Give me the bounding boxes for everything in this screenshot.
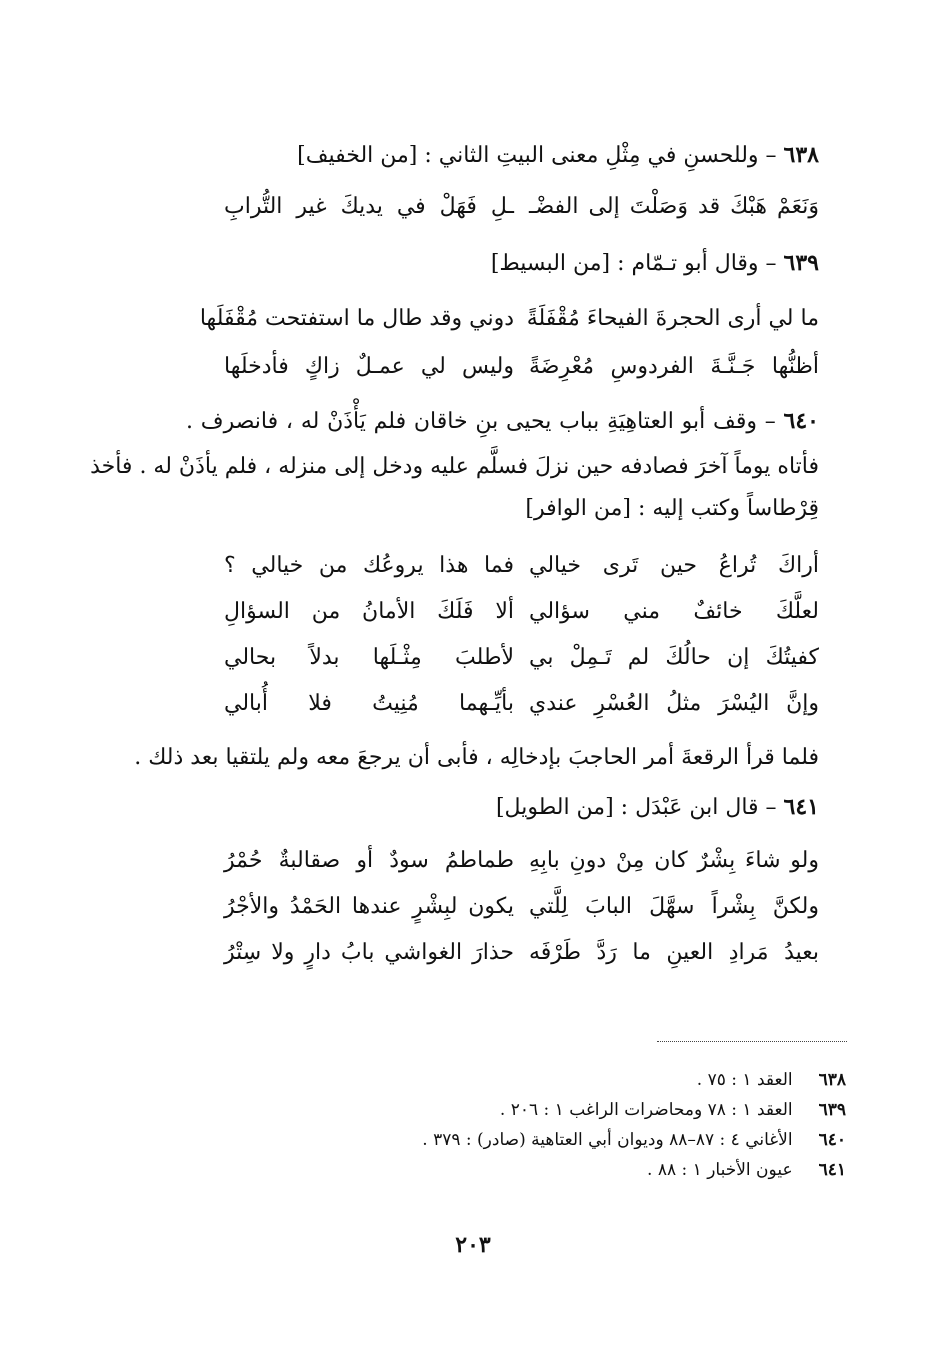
hemistich-first: وإنَّ اليُسْرَ مثلُ العُسْرِ عندي [529, 691, 819, 716]
entry-639-heading [186, 248, 819, 279]
entry-640-prose-2 [90, 452, 819, 482]
verse-640-4 [224, 687, 819, 721]
hemistich-second: ألا فَلَكَ الأمانُ من السؤالِ [224, 599, 514, 624]
verse-640-1 [224, 549, 819, 583]
footnote-641 [370, 1158, 846, 1182]
footnote-text: العقد ١ : ٧٨ ومحاضرات الراغب ١ : ٢٠٦ . [499, 1100, 793, 1120]
hemistich-second: طماطمُ سودٌ أو صقالبةٌ حُمْرُ [224, 848, 514, 873]
hemistich-second: ـلِ فَهَلْ في يديكَ غير التُّرابِ [224, 194, 514, 219]
footnote-number: ٦٣٩ [818, 1100, 846, 1120]
entry-intro: – وللحسنِ في مِثْلِ معنى البيتِ الثاني : [من الخفيف] [297, 143, 777, 168]
page-number: ٢٠٣ [455, 1232, 491, 1258]
entry-number: ٦٣٨ [783, 142, 819, 168]
footnote-number: ٦٣٨ [818, 1070, 846, 1090]
verse-640-2 [224, 595, 819, 629]
entry-number: ٦٣٩ [783, 250, 819, 276]
hemistich-first: ما لي أرى الحجرةَ الفيحاءَ مُقْفَلَةً [526, 306, 819, 331]
prose-line: قِرْطاساً وكتب إليه : [من الوافر] [525, 496, 819, 521]
entry-640-prose-1 [186, 406, 819, 437]
prose-line: فلما قرأ الرقعةَ أمر الحاجبَ بإدخالِه ، فأبى أن يرجعَ معه ولم يلتقيا بعد ذلك . [134, 745, 819, 770]
footnote-638 [370, 1068, 846, 1092]
footnote-number: ٦٤١ [818, 1160, 846, 1180]
verse-641-1 [224, 844, 819, 878]
entry-intro: – قال ابن عَبْدَل : [من الطويل] [495, 795, 777, 820]
hemistich-first: لعلَّكَ خائفٌ مني سؤالي [529, 599, 819, 624]
footnote-text: الأغاني ٤ : ٨٧–٨٨ وديوان أبي العتاهية (صادر) : ٣٧٩ . [422, 1130, 793, 1150]
footnote-text: عيون الأخبار ١ : ٨٨ . [647, 1160, 793, 1180]
entry-640-prose-3 [186, 494, 819, 524]
entry-638-heading [186, 140, 819, 171]
hemistich-first: أظنُّها جَـنَّـةَ الفردوسِ مُعْرِضَةً [529, 354, 819, 379]
hemistich-first: وَنَعَمْ هَبْكَ قد وَصَلْتَ إلى الفضْـ [529, 194, 819, 219]
verse-639-1 [199, 302, 819, 336]
hemistich-second: بأيِّـهما مُنِيتُ فلا أُبالي [224, 691, 514, 716]
footnote-text: العقد ١ : ٧٥ . [696, 1070, 793, 1090]
hemistich-first: بعيدُ مَرادِ العينِ ما رَدَّ طَرْفَه [529, 940, 819, 965]
hemistich-first: كفيتُكَ إن حالُكَ لم تَـمِلْ بي [529, 645, 819, 670]
footnote-divider [657, 1041, 847, 1042]
footnote-640 [370, 1128, 846, 1152]
entry-number: ٦٤٠ [783, 408, 819, 434]
hemistich-second: فما هذا يروعُك من خيالي ؟ [224, 553, 514, 578]
hemistich-first: ولكنَّ بِشْراً سهَّلَ البابَ لِلَّتي [529, 894, 819, 919]
entry-intro: – وقال أبو تـمّام : [من البسيط] [490, 251, 777, 276]
prose-line: – وقف أبو العتاهِيَةِ بباب يحيى بنِ خاقان فلم يَأْذَنْ له ، فانصرف . [186, 409, 776, 434]
hemistich-second: وليس لي عمـلٌ زاكٍ فأدخلَها [224, 354, 514, 379]
verse-639-2 [224, 350, 819, 384]
prose-line: فأتاه يوماً آخرَ فصادفه حين نزلَ فسلَّم عليه ودخل إلى منزله ، فلم يأذَنْ له . فأخذ [90, 454, 819, 479]
footnote-639 [370, 1098, 846, 1122]
hemistich-first: ولو شاءَ بِشْرٌ كان مِنْ دونِ بابِهِ [529, 848, 819, 873]
hemistich-second: دوني وقد طال ما استفتحت مُقْفَلَها [199, 306, 514, 331]
entry-641-heading [186, 792, 819, 823]
hemistich-first: أراكَ تُراعُ حين تَرى خيالي [529, 553, 819, 578]
hemistich-second: حذارَ الغواشي بابُ دارٍ ولا سِتْرُ [224, 940, 514, 965]
entry-640-closing [134, 743, 819, 773]
hemistich-second: يكون لبِشْرٍ عندها الحَمْدُ والأجْرُ [224, 894, 514, 919]
footnote-number: ٦٤٠ [818, 1130, 846, 1150]
entry-number: ٦٤١ [783, 794, 819, 820]
verse-641-3 [224, 936, 819, 970]
verse-638-1 [224, 190, 819, 224]
verse-641-2 [224, 890, 819, 924]
hemistich-second: لأطلبَ مِثْـلَها بدلاً بحالي [224, 645, 514, 670]
verse-640-3 [224, 641, 819, 675]
